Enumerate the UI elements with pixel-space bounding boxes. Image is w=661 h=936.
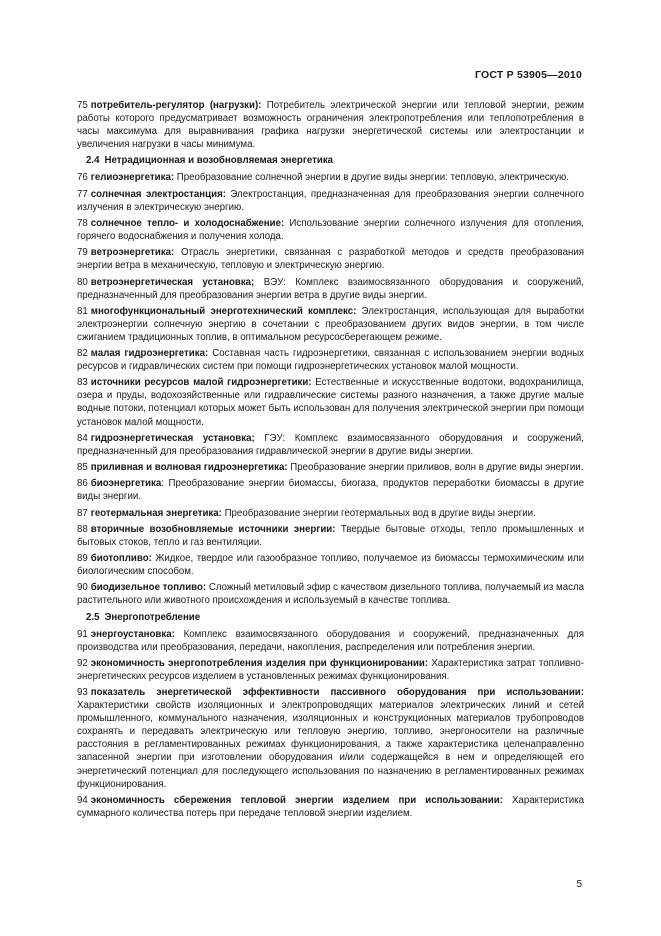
term-name: биоэнергетика [90, 478, 162, 490]
term-name: солнечное тепло- и холодоснабжение: [90, 217, 285, 229]
term-entry-79 [77, 246, 584, 272]
term-entry-89 [77, 552, 584, 578]
term-definition: : Преобразование энергии биомассы, биогаза, продуктов переработки биомассы в другие виды энергии. [77, 478, 584, 503]
term-definition: Потребитель электрической энергии или тепловой энергии, режим работы которого предусматривает возможность ограничения электропотребления или теплопотребления в часы максимума для выравнивания графика нагрузки энергетической системы или электростанции и увеличения нагрузки в часы минимума. [77, 100, 584, 151]
entry-number: 84 [77, 432, 88, 444]
entry-number: 81 [77, 305, 88, 317]
term-name: потребитель-регулятор (нагрузки): [90, 100, 262, 111]
term-definition: ВЭУ: Комплекс взаимосвязанного оборудования и сооружений, предназначенный для преобразования энергии ветра в другие виды энергии. [77, 276, 585, 301]
term-definition: Электростанция, использующая для выработки электроэнергии солнечную энергию в сочетании с преобразованием других видов энергии, в том числе сжиганием традиционных топлив, в оптимальном ресурсосберегающем режиме. [77, 305, 584, 343]
term-name: экономичность сбережения тепловой энергии изделием при использовании: [90, 794, 503, 806]
section-number: 2.5 [86, 611, 100, 623]
entry-number: 89 [77, 553, 88, 565]
term-entry-90 [77, 581, 584, 607]
entry-number: 85 [77, 462, 88, 474]
term-entry-81 [77, 305, 584, 344]
term-name: солнечная электростанция: [90, 188, 226, 200]
term-entry-87 [77, 507, 584, 520]
entry-number: 75 [77, 100, 88, 111]
term-entry-94 [77, 794, 584, 820]
entry-number: 83 [77, 377, 88, 389]
section-heading-2-5 [77, 611, 584, 624]
term-name: приливная и волновая гидроэнергетика: [90, 462, 288, 474]
term-name: биотопливо: [90, 553, 152, 565]
entry-number: 86 [77, 478, 88, 490]
term-entry-78 [77, 217, 584, 243]
term-entry-77 [77, 188, 584, 214]
entry-number: 93 [77, 687, 88, 699]
term-entry-91 [77, 628, 584, 654]
entry-number: 78 [77, 217, 88, 229]
term-entry-88 [77, 523, 584, 549]
term-name: биодизельное топливо: [90, 582, 207, 594]
term-name: гидроэнергетическая установка; [90, 432, 255, 444]
entry-number: 80 [77, 276, 88, 288]
term-entry-86 [77, 477, 584, 503]
entry-number: 76 [77, 172, 88, 184]
entry-number: 87 [77, 507, 88, 519]
term-definition: Электростанция, предназначенная для преобразования энергии солнечного излучения в электрическую энергию. [77, 188, 584, 213]
section-number: 2.4 [86, 155, 100, 167]
term-name: экономичность энергопотребления изделия при функционировании: [90, 657, 429, 669]
term-name: многофункциональный энерготехнический комплекс: [90, 305, 357, 317]
term-entry-92 [77, 657, 584, 683]
term-entry-85 [77, 461, 584, 474]
term-entry-80 [77, 276, 584, 302]
term-definition: Характеристики свойств изоляционных и электропроводящих материалов электрических линий и сетей промышленного, коммунального назначения, изоляционных и конструкционных материалов трубопроводов сохранять и передавать электрическую или тепловую энергию, топливо, энергоносители на различные расстояния в регламентированных режимах функционирования, а также характеристика целенаправленно запасенной энергии при изготовлении оборудования и/или содержащейся в нем и определяющей его энергетический потенциал для последующего использования по назначению в регламентированных режимах функционирования. [77, 700, 584, 790]
entry-number: 94 [77, 794, 88, 806]
entry-number: 82 [77, 348, 88, 360]
term-name: источники ресурсов малой гидроэнергетики: [90, 377, 312, 389]
entry-number: 79 [77, 247, 88, 259]
term-entry-93 [77, 686, 584, 790]
term-name: вторичные возобновляемые источники энергии: [90, 523, 336, 535]
term-entry-75 [77, 99, 584, 151]
term-name: ветроэнергетическая установка; [90, 276, 255, 288]
term-name: показатель энергетической эффективности пассивного оборудования при использовании: [90, 687, 584, 699]
section-title: Энергопотребление [104, 611, 201, 623]
term-definition: Характеристика затрат топливно-энергетических ресурсов изделием в установленных режимах функционирования. [77, 657, 585, 683]
term-name: энергоустановка: [90, 628, 175, 640]
page-number: 5 [576, 879, 582, 890]
term-entry-82 [77, 347, 584, 373]
term-entry-76 [77, 171, 584, 184]
term-definition: Преобразование солнечной энергии в другие виды энергии: тепловую, электрическую. [174, 172, 569, 184]
section-heading-2-4 [77, 154, 584, 167]
term-name: малая гидроэнергетика: [90, 348, 209, 360]
entry-number: 77 [77, 188, 88, 200]
term-definition: Комплекс взаимосвязанного оборудования и сооружений, предназначенных для производства или преобразования, передачи, накопления, распределения или потребления энергии. [77, 628, 584, 653]
term-name: ветроэнергетика: [90, 247, 175, 259]
term-definition: Преобразование энергии приливов, волн в другие виды энергии. [287, 462, 584, 474]
term-definition: Отрасль энергетики, связанная с разработкой методов и средств преобразования энергии ветра в механическую, тепловую и электрическую энергию. [77, 247, 584, 272]
document-header: ГОСТ Р 53905—2010 [474, 69, 582, 81]
term-definition: Сложный метиловый эфир с качеством дизельного топлива, получаемый из масла растительного или животного происхождения и используемый в качестве топлива. [77, 582, 584, 607]
entry-number: 90 [77, 582, 88, 594]
term-definition: Жидкое, твердое или газообразное топливо, получаемое из биомассы термохимическим или биологическим способом. [77, 553, 584, 578]
term-entry-84 [77, 432, 584, 458]
term-entry-83 [77, 376, 584, 428]
term-definition: Преобразование энергии геотермальных вод в другие виды энергии. [221, 507, 536, 519]
entry-number: 91 [77, 628, 88, 640]
term-definition: Естественные и искусственные водотоки, водохранилища, озера и пруды, водохозяйственные или гидравлические системы разного назначения, а также другие малые водные потоки, потенциал которых может быть использован для получения электрической энергии при помощи установок малой мощности. [77, 377, 584, 428]
term-name: гелиоэнергетика: [90, 172, 175, 184]
document-body [77, 99, 584, 823]
entry-number: 92 [77, 657, 88, 669]
term-definition: Составная часть гидроэнергетики, связанная с использованием энергии водных ресурсов и гидравлических систем при помощи гидроэнергетических установок малой мощности. [77, 348, 584, 373]
term-definition: ГЭУ: Комплекс взаимосвязанного оборудования и сооружений, предназначенный для преобразования гидравлической энергии в другие виды энергии. [77, 432, 585, 457]
term-definition: Характеристика суммарного количества потерь при передаче тепловой энергии изделием. [77, 794, 584, 819]
term-definition: Использование энергии солнечного излучения для отопления, горячего водоснабжения и получения холода. [77, 217, 584, 242]
term-name: геотермальная энергетика: [90, 507, 222, 519]
entry-number: 88 [77, 523, 88, 535]
section-title: Нетрадиционная и возобновляемая энергетика [104, 155, 334, 167]
term-definition: Твердые бытовые отходы, тепло промышленных и бытовых стоков, тепло и газ вентиляции. [77, 523, 584, 548]
